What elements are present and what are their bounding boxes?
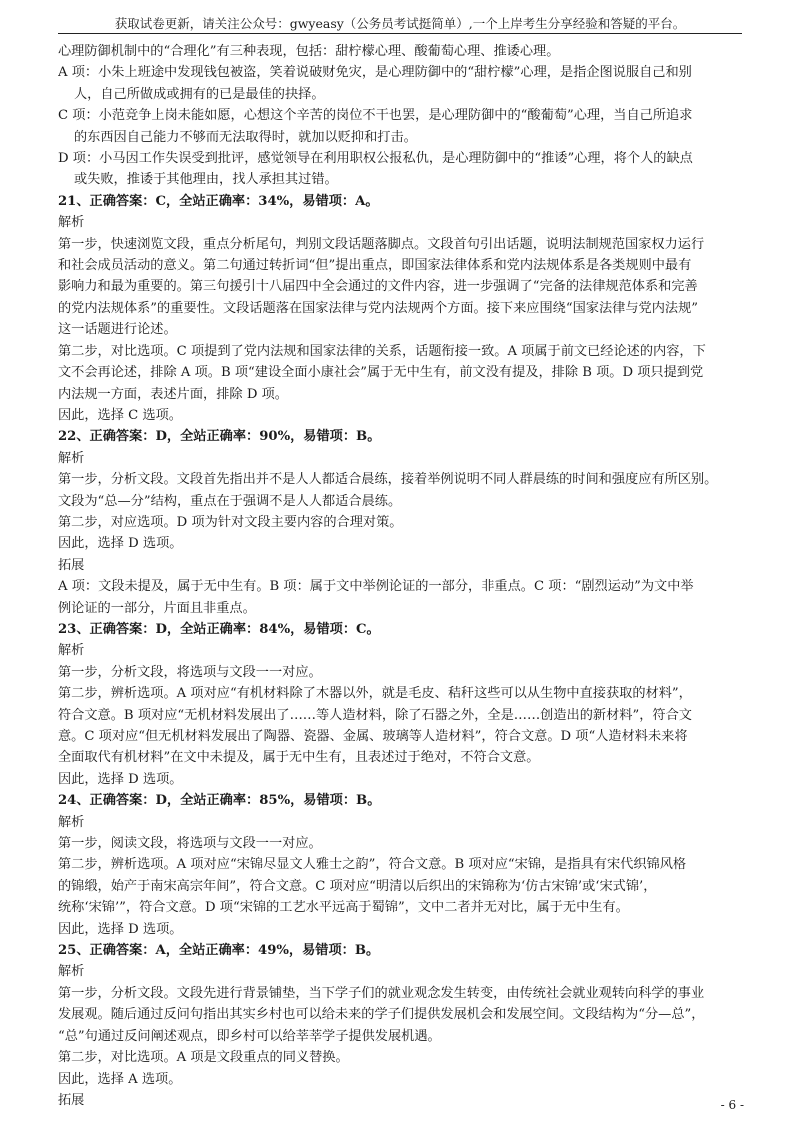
text-line: 第一步，快速浏览文段，重点分析尾句，判别文段话题落脚点。文段首句引出话题，说明法制规范国家权力运行 — [58, 236, 705, 252]
text-line: C 项：小范竞争上岗未能如愿，心想这个辛苦的岗位不干也罢，是心理防御中的“酸葡萄”心理，当自己所追求 — [58, 108, 693, 124]
text-line: 文段为“总—分”结构，重点在于强调不是人人都适合晨练。 — [58, 493, 402, 509]
answer-heading: 25、正确答案：A，全站正确率：49%，易错项：B。 — [58, 943, 380, 959]
text-line: 和社会成员活动的意义。第二句通过转折词“但”提出重点，即国家法律体系和党内法规体系是各类规则中最有 — [58, 258, 692, 274]
text-line: 心理防御机制中的“合理化”有三种表现，包括：甜柠檬心理、酸葡萄心理、推诿心理。 — [58, 44, 560, 59]
text-line: 或失败，推诿于其他理由，找人承担其过错。 — [74, 172, 338, 188]
text-line: 的锦缎，始产于南宋高宗年间”，符合文意。C 项对应“明清以后织出的宋锦称为‘仿古宋锦’或‘宋式锦’， — [58, 878, 657, 894]
text-line: 意。C 项对应“但无机材料发展出了陶器、瓷器、金属、玻璃等人造材料”，符合文意。D 项“人造材料未来将 — [58, 729, 688, 744]
answer-heading: 24、正确答案：D，全站正确率：85%，易错项：B。 — [58, 793, 381, 809]
text-line: 统称‘宋锦’”，符合文意。D 项“宋锦的工艺水平远高于蜀锦”，文中二者并无对比，属于无中生有。 — [58, 900, 629, 916]
page-number: - 6 - — [720, 1098, 744, 1112]
text-line: 因此，选择 A 选项。 — [58, 1071, 182, 1087]
text-line: 这一话题进行论述。 — [58, 322, 177, 338]
text-line: 符合文意。B 项对应“无机材料发展出了……等人造材料，除了石器之外，全是……创造出的新材料”，符合文 — [58, 707, 692, 723]
text-line: 解析 — [58, 964, 85, 980]
text-line: 解析 — [58, 215, 85, 231]
text-line: 第一步，分析文段。文段先进行背景铺垫，当下学子们的就业观念发生转变，由传统社会就业观转向科学的事业 — [58, 985, 705, 1001]
text-line: D 项：小马因工作失误受到批评，感觉领导在利用职权公报私仇，是心理防御中的“推诿”心理，将个人的缺点 — [58, 151, 693, 167]
text-line: 全面取代有机材料”在文中未提及，属于无中生有，且表述过于绝对，不符合文意。 — [58, 750, 540, 766]
text-line: 发展观。随后通过反问句指出其实乡村也可以给未来的学子们提供发展机会和发展空间。文段结构为“分—总”， — [58, 1007, 705, 1023]
text-line: 第二步，对比选项。A 项是文段重点的同义替换。 — [58, 1050, 349, 1066]
text-line: 影响力和最为重要的。第三句援引十八届四中全会通过的文件内容，进一步强调了“完备的法律规范体系和完善 — [58, 279, 698, 295]
text-line: A 项：文段未提及，属于无中生有。B 项：属于文中举例论证的一部分，非重点。C 项：“剧烈运动”为文中举 — [58, 579, 694, 595]
text-line: 第二步，辨析选项。A 项对应“有机材料除了木器以外，就是毛皮、秸秆这些可以从生物中直接获取的材料”， — [58, 686, 692, 702]
text-line: 内法规一方面，表述片面，排除 D 项。 — [58, 386, 288, 402]
text-line: “总”句通过反问阐述观点，即乡村可以给莘莘学子提供发展机遇。 — [58, 1028, 441, 1044]
answer-heading: 22、正确答案：D，全站正确率：90%，易错项：B。 — [58, 429, 381, 445]
text-line: 因此，选择 D 选项。 — [58, 536, 183, 552]
text-line: 人，自己所做成或拥有的已是最佳的抉择。 — [74, 86, 325, 102]
answer-heading: 23、正确答案：D，全站正确率：84%，易错项：C。 — [58, 621, 380, 637]
answer-heading: 21、正确答案：C，全站正确率：34%，易错项：A。 — [58, 193, 379, 209]
page-header: 获取试卷更新，请关注公众号：gwyeasy（公务员考试挺简单）,一个上岸考生分享经验和答疑的平台。 — [114, 16, 686, 31]
text-line: 的东西因自己能力不够而无法取得时，就加以贬抑和打击。 — [74, 129, 417, 145]
text-line: 因此，选择 D 选项。 — [58, 771, 183, 787]
text-line: 因此，选择 D 选项。 — [58, 921, 183, 937]
text-line: 第二步，对比选项。C 项提到了党内法规和国家法律的关系，话题衔接一致。A 项属于前文已经论述的内容，下 — [58, 343, 706, 359]
header-divider — [58, 33, 742, 34]
text-line: 拓展 — [58, 557, 85, 573]
text-line: 例论证的一部分，片面且非重点。 — [58, 600, 256, 616]
text-line: 的党内法规体系”的重要性。文段话题落在国家法律与党内法规两个方面。接下来应围绕“国家法律与党内法规” — [58, 300, 699, 316]
text-line: A 项：小朱上班途中发现钱包被盗，笑着说破财免灾，是心理防御中的“甜柠檬”心理，是指企图说服自己和别 — [58, 65, 692, 81]
text-line: 第一步，阅读文段，将选项与文段一一对应。 — [58, 836, 322, 852]
text-line: 第一步，分析文段。文段首先指出并不是人人都适合晨练，接着举例说明不同人群晨练的时间和强度应有所区别。 — [58, 472, 718, 488]
text-line: 文不会再论述，排除 A 项。B 项“建设全面小康社会”属于无中生有，前文没有提及，排除 B 项。D 项只提到党 — [58, 365, 704, 381]
document-body — [58, 41, 748, 1111]
text-line: 解析 — [58, 450, 85, 466]
text-line: 第二步，辨析选项。A 项对应“宋锦尽显文人雅士之韵”，符合文意。B 项对应“宋锦，是指具有宋代织锦风格 — [58, 857, 687, 873]
text-line: 因此，选择 C 选项。 — [58, 407, 182, 423]
text-line: 第一步，分析文段，将选项与文段一一对应。 — [58, 664, 322, 680]
text-line: 第二步，对应选项。D 项为针对文段主要内容的合理对策。 — [58, 514, 403, 530]
text-line: 拓展 — [58, 1092, 85, 1108]
text-line: 解析 — [58, 643, 85, 659]
text-line: 解析 — [58, 814, 85, 830]
